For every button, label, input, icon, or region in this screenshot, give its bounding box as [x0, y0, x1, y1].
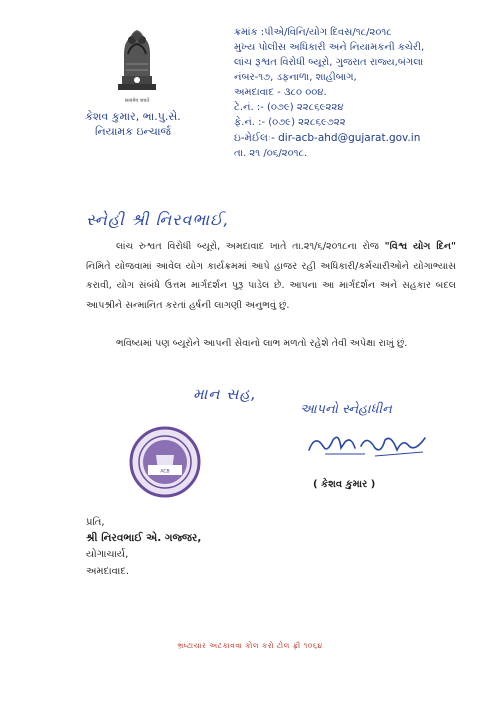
- sender-name: કેશવ કુમાર, ભા.પુ.સે.: [85, 110, 181, 123]
- yours-truly: આપનો સ્નેહાધીન: [300, 402, 392, 417]
- paragraph1-part2: નિમિતે યોજવામાં આવેલ યોગ કાર્યક્રમમાં આપે હાજર રહી અધિકારી/કર્મચારીઓને યોગાભ્યાસ કરાવી, યોગ સંબંધે ઉત્તમ માર્ગદર્શન પુરૂ પાડેલ છે. આપના આ માર્ગદર્શન અને સહકાર બદલ આપશ્રીને સન્માનિત કરતાં હર્ષની લાગણી અનુભવું છું.: [86, 260, 456, 311]
- paragraph1-part1: લાંચ રુશ્વત વિરોધી બ્યૂરો, અમદાવાદ ખાતે તા.૨૧/૬/૨૦૧૮ના રોજ: [116, 241, 379, 252]
- signer-name: ( કેશવ કુમાર ): [313, 479, 376, 490]
- national-emblem-icon: [112, 24, 162, 98]
- event-name: "વિશ્વ યોગ દિન": [384, 241, 457, 252]
- address-line: લાંચ રૂશ્વત વિરોધી બ્યૂરો, ગુજરાત રાજ્ય,બંગલા: [234, 57, 424, 68]
- email-address[interactable]: dir-acb-ahd@gujarat.gov.in: [278, 132, 421, 144]
- paragraph2-text: ભવિષ્યમાં પણ બ્યૂરોને આપની સેવાનો લાભ મળતો રહેશે તેવી અપેક્ષા રાખું છું.: [116, 338, 408, 349]
- recipient-name: શ્રી નિરવભાઈ એ. ગજ્જર,: [86, 532, 202, 544]
- body-paragraph-1: [86, 237, 456, 315]
- phone-number: ટે.નં. :- (૦૭૯) ૨૨૮૬૯૨૨૪: [234, 102, 344, 113]
- reference-number: ક્રમાંક :પીએ/વિનિ/યોગ દિવસ/૧૮/૨૦૧૮: [234, 27, 392, 38]
- letter-date: તા. ૨૧ /૦૬/૨૦૧૮.: [234, 148, 308, 159]
- address-line: મુખ્ય પોલીસ અધિકારી અને નિયામકની કચેરી,: [234, 42, 425, 53]
- svg-text:ACB: ACB: [160, 469, 170, 475]
- recipient-city: અમદાવાદ.: [86, 566, 130, 577]
- email-line: [234, 132, 420, 145]
- address-line: અમદાવાદ - ૩૮૦ ૦૦૪.: [234, 87, 327, 98]
- email-label: ઇ-મેઈલઃ-: [234, 132, 279, 144]
- recipient-role: યોગાચાર્ય,: [86, 549, 129, 560]
- body-paragraph-2: [86, 334, 456, 354]
- address-line: નંબર-૧૭, ડફનાળા, શાહીબાગ,: [234, 72, 357, 83]
- sender-title: નિયામક ઇન્ચાર્જ: [95, 125, 171, 138]
- salutation: સ્નેહી શ્રી નિરવભાઈ,: [86, 210, 230, 229]
- signature: [305, 428, 435, 460]
- fax-number: ફે.નં. :- (૦૭૯) ૨૨૮૬૯૭૨૨: [234, 117, 346, 128]
- footer-helpline: ભ્રષ્ટાચાર અટકાવવા કોલ કરો ટોલ ફ્રી ૧૦૬૪: [177, 641, 323, 650]
- official-seal-stamp: [128, 425, 202, 499]
- emblem-caption: सत्यमेव जयते: [124, 98, 150, 104]
- recipient-label: પ્રતિ,: [86, 517, 105, 528]
- closing: માન સહ,: [193, 385, 257, 403]
